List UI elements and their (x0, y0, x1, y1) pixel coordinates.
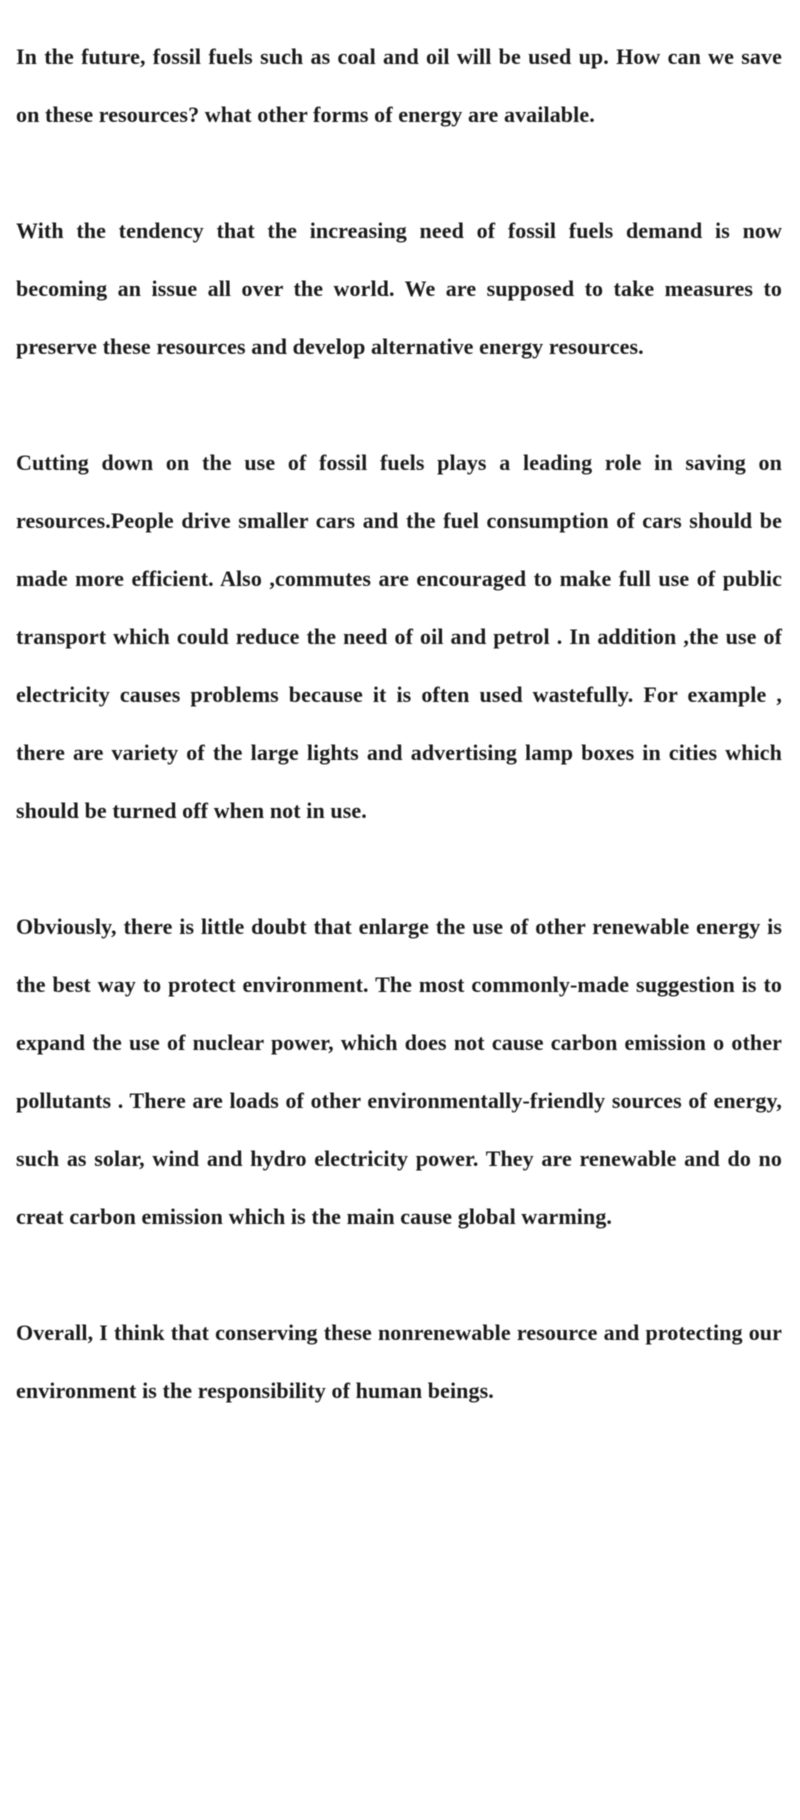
paragraph-renewable-energy: Obviously, there is little doubt that enlarge the use of other renewable energy is the best way to protect environment. The most commonly-made suggestion is to expand the use of nuclear power, which does not cause carbon emission o other pollutants . There are loads of other environmentally-friendly sources of energy, such as solar, wind and hydro electricity power. They are renewable and do no creat carbon emission which is the main cause global warming. (16, 914, 782, 1229)
paragraph-cutting-down: Cutting down on the use of fossil fuels plays a leading role in saving on resources.People drive smaller cars and the fuel consumption of cars should be made more efficient. Also ,commutes are encouraged to make full use of public transport which could reduce the need of oil and petrol . In addition ,the use of electricity causes problems because it is often used wastefully. For example , there are variety of the large lights and advertising lamp boxes in cities which should be turned off when not in use. (16, 450, 782, 823)
paragraph-tendency: With the tendency that the increasing need of fossil fuels demand is now becoming an issue all over the world. We are supposed to take measures to preserve these resources and develop alternative energy resources. (16, 218, 782, 359)
paragraph-conclusion: Overall, I think that conserving these nonrenewable resource and protecting our environment is the responsibility of human beings. (16, 1320, 782, 1403)
paragraph-intro: In the future, fossil fuels such as coal and oil will be used up. How can we save on these resources? what other forms of energy are available. (16, 44, 782, 127)
essay-page (16, 28, 782, 1420)
